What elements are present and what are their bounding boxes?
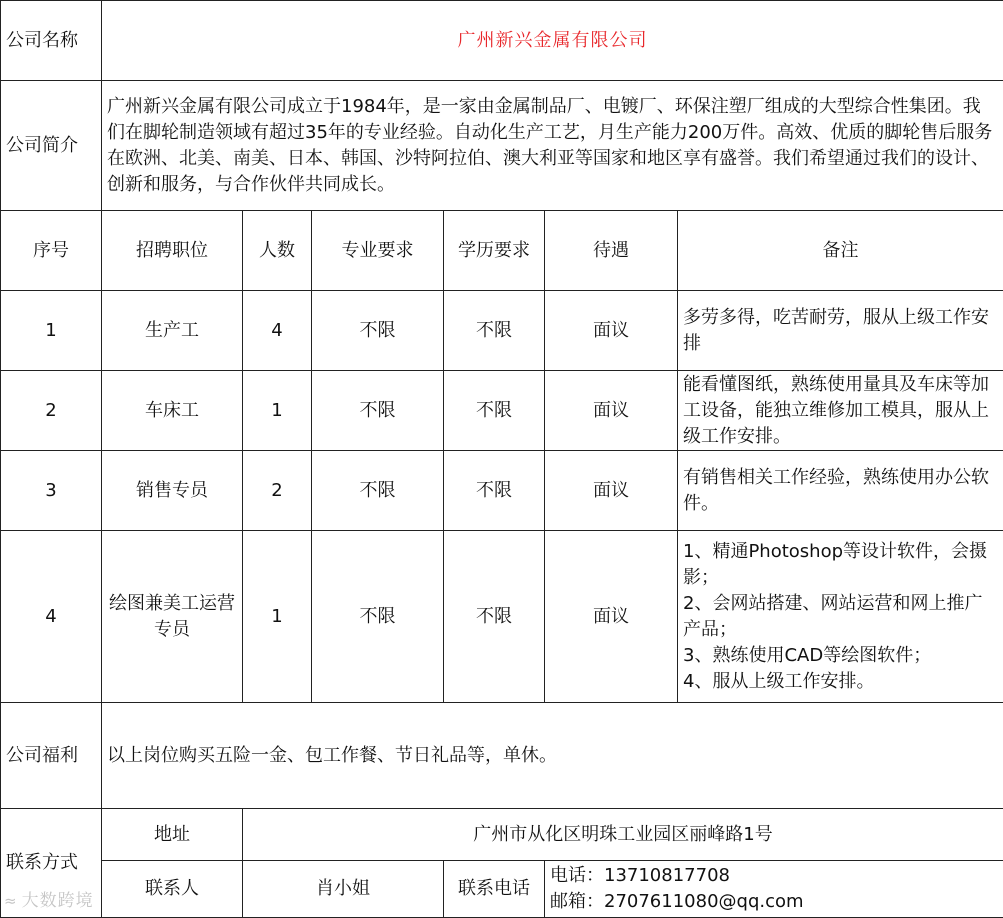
- benefits-text: 以上岗位购买五险一金、包工作餐、节日礼品等，单休。: [102, 703, 1003, 809]
- watermark-text: 大数跨境: [22, 891, 94, 911]
- header-salary: 待遇: [545, 211, 678, 291]
- job-count: 1: [243, 371, 312, 451]
- company-intro-label: 公司简介: [1, 81, 102, 211]
- job-education: 不限: [444, 371, 545, 451]
- job-position: 车床工: [102, 371, 243, 451]
- job-education: 不限: [444, 451, 545, 531]
- phone-number: 电话：13710817708: [550, 863, 998, 889]
- job-education: 不限: [444, 291, 545, 371]
- header-major: 专业要求: [312, 211, 444, 291]
- address-label: 地址: [102, 809, 243, 861]
- benefits-row: [1, 703, 1003, 809]
- job-major: 不限: [312, 531, 444, 703]
- header-notes: 备注: [678, 211, 1003, 291]
- job-notes: [678, 451, 1003, 531]
- job-education: 不限: [444, 531, 545, 703]
- job-no: 4: [1, 531, 102, 703]
- table-row: [1, 531, 1003, 703]
- job-notes: [678, 531, 1003, 703]
- job-notes: [678, 371, 1003, 451]
- job-no: 3: [1, 451, 102, 531]
- job-salary: 面议: [545, 451, 678, 531]
- header-education: 学历要求: [444, 211, 545, 291]
- job-no: 1: [1, 291, 102, 371]
- phone-label: 联系电话: [444, 861, 545, 918]
- company-intro: 广州新兴金属有限公司成立于1984年，是一家由金属制品厂、电镀厂、环保注塑厂组成的大型综合性集团。我们在脚轮制造领域有超过35年的专业经验。自动化生产工艺，月生产能力200万件。高效、优质的脚轮售后服务在欧洲、北美、南美、日本、韩国、沙特阿拉伯、澳大利亚等国家和地区享有盛誉。我们希望通过我们的设计、创新和服务，与合作伙伴共同成长。: [102, 81, 1003, 211]
- header-no: 序号: [1, 211, 102, 291]
- jobs-header-row: [1, 211, 1003, 291]
- job-notes: [678, 291, 1003, 371]
- job-note-line: 4、服从上级工作安排。: [683, 669, 998, 695]
- job-position: 绘图兼美工运营专员: [102, 531, 243, 703]
- contact-details: [545, 861, 1003, 918]
- job-note-line: 多劳多得，吃苦耐劳，服从上级工作安排: [683, 305, 998, 357]
- contact-person-label: 联系人: [102, 861, 243, 918]
- job-salary: 面议: [545, 291, 678, 371]
- company-name-row: [1, 1, 1003, 81]
- contact-person: 肖小姐: [243, 861, 444, 918]
- contact-label: 联系方式: [1, 809, 102, 918]
- job-count: 4: [243, 291, 312, 371]
- job-note-line: 3、熟练使用CAD等绘图软件；: [683, 643, 998, 669]
- table-row: [1, 291, 1003, 371]
- job-salary: 面议: [545, 371, 678, 451]
- contact-address-row: [1, 809, 1003, 861]
- job-note-line: 1、精通Photoshop等设计软件，会摄影；: [683, 539, 998, 591]
- job-count: 1: [243, 531, 312, 703]
- job-major: 不限: [312, 291, 444, 371]
- job-position: 销售专员: [102, 451, 243, 531]
- header-count: 人数: [243, 211, 312, 291]
- table-row: [1, 451, 1003, 531]
- job-note-line: 能看懂图纸，熟练使用量具及车床等加工设备，能独立维修加工模具，服从上级工作安排。: [683, 372, 998, 450]
- company-intro-row: [1, 81, 1003, 211]
- benefits-label: 公司福利: [1, 703, 102, 809]
- job-salary: 面议: [545, 531, 678, 703]
- job-note-line: 有销售相关工作经验，熟练使用办公软件。: [683, 465, 998, 517]
- header-position: 招聘职位: [102, 211, 243, 291]
- watermark: [4, 886, 94, 911]
- address-value: 广州市从化区明珠工业园区丽峰路1号: [243, 809, 1003, 861]
- job-major: 不限: [312, 371, 444, 451]
- job-note-line: 2、会网站搭建、网站运营和网上推广产品；: [683, 591, 998, 643]
- company-name-label: 公司名称: [1, 1, 102, 81]
- email-address: 邮箱：2707611080@qq.com: [550, 889, 998, 915]
- table-row: [1, 371, 1003, 451]
- company-name: 广州新兴金属有限公司: [102, 1, 1003, 81]
- job-count: 2: [243, 451, 312, 531]
- job-no: 2: [1, 371, 102, 451]
- contact-person-row: [1, 861, 1003, 918]
- job-position: 生产工: [102, 291, 243, 371]
- job-major: 不限: [312, 451, 444, 531]
- wave-logo-icon: ≈: [4, 892, 18, 910]
